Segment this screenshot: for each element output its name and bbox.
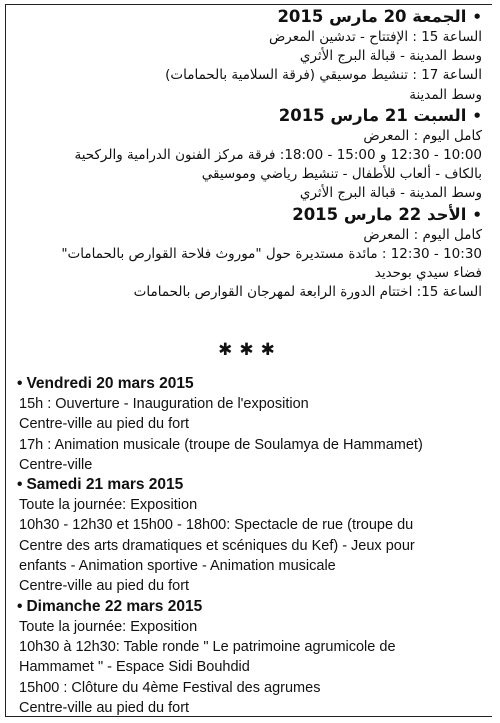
fr-day-sunday bbox=[19, 597, 489, 617]
fr-day-friday bbox=[19, 374, 489, 394]
fr-line: 10h30 à 12h30: Table ronde " Le patrimoine agrumicole de bbox=[19, 638, 396, 655]
french-program bbox=[19, 374, 489, 718]
ar-day-sunday bbox=[8, 204, 482, 226]
arabic-program bbox=[8, 6, 482, 302]
bullet: • bbox=[472, 106, 482, 125]
star-separator: ✱✱✱ bbox=[218, 340, 282, 359]
ar-line: وسط المدينة - قبالة البرج الأثري bbox=[299, 48, 482, 65]
fr-line: 10h30 - 12h30 et 15h00 - 18h00: Spectacle de rue (troupe du bbox=[19, 517, 414, 534]
ar-day-saturday bbox=[8, 105, 482, 127]
bullet: • bbox=[17, 375, 23, 392]
ar-line: الساعة 15: اختتام الدورة الرابعة لمهرجان القوارص بالحمامات bbox=[133, 284, 482, 301]
fr-line: 15h00 : Clôture du 4ème Festival des agrumes bbox=[19, 679, 321, 696]
fr-line: Centre-ville bbox=[19, 456, 93, 473]
fr-line: 17h : Animation musicale (troupe de Soulamya de Hammamet) bbox=[19, 436, 423, 453]
bullet: • bbox=[472, 205, 482, 224]
fr-line: Centre-ville au pied du fort bbox=[19, 416, 190, 433]
fr-day-saturday bbox=[19, 475, 489, 495]
fr-day-heading: Dimanche 22 mars 2015 bbox=[26, 597, 203, 615]
ar-day-heading: السبت 21 مارس 2015 bbox=[278, 105, 467, 125]
fr-line: Toute la journée: Exposition bbox=[19, 618, 198, 635]
ar-line: كامل اليوم : المعرض bbox=[363, 127, 482, 144]
fr-line: Centre des arts dramatiques et scéniques du Kef) - Jeux pour bbox=[19, 537, 415, 554]
ar-line: الساعة 17 : تنشيط موسيقي (فرقة السلامية بالحمامات) bbox=[165, 67, 482, 84]
ar-line: كامل اليوم : المعرض bbox=[363, 226, 482, 243]
ar-day-heading: الجمعة 20 مارس 2015 bbox=[277, 7, 467, 26]
ar-line: بالكاف - ألعاب للأطفال - تنشيط رياضي وموسيقي bbox=[201, 166, 482, 183]
fr-line: Toute la journée: Exposition bbox=[19, 497, 198, 514]
ar-line: فضاء سيدي بوحديد bbox=[374, 265, 482, 282]
fr-line: Hammamet " - Espace Sidi Bouhdid bbox=[19, 659, 250, 676]
bullet: • bbox=[17, 597, 23, 615]
fr-line: enfants - Animation sportive - Animation musicale bbox=[19, 558, 336, 575]
fr-line: 15h : Ouverture - Inauguration de l'exposition bbox=[19, 396, 309, 412]
ar-line: 10:00 - 12:30 و 15:00 - 18:00: فرقة مركز الفنون الدرامية والركحية bbox=[74, 147, 482, 164]
ar-day-friday bbox=[8, 6, 482, 28]
fr-day-heading: Vendredi 20 mars 2015 bbox=[26, 375, 194, 392]
fr-day-heading: Samedi 21 mars 2015 bbox=[26, 476, 184, 494]
fr-line: Centre-ville au pied du fort bbox=[19, 699, 190, 716]
ar-day-heading: الأحد 22 مارس 2015 bbox=[292, 204, 467, 224]
bullet: • bbox=[17, 476, 23, 494]
ar-line: 10:30 - 12:30 : مائدة مستديرة حول "موروث فلاحة القوارص بالحمامات" bbox=[61, 245, 482, 262]
ar-line: وسط المدينة - قبالة البرج الأثري bbox=[299, 185, 482, 202]
ar-line: الساعة 15 : الإفتتاح - تدشين المعرض bbox=[268, 29, 482, 45]
fr-line: Centre-ville au pied du fort bbox=[19, 578, 190, 595]
ar-line: وسط المدينة bbox=[409, 86, 482, 103]
bullet: • bbox=[472, 8, 482, 26]
